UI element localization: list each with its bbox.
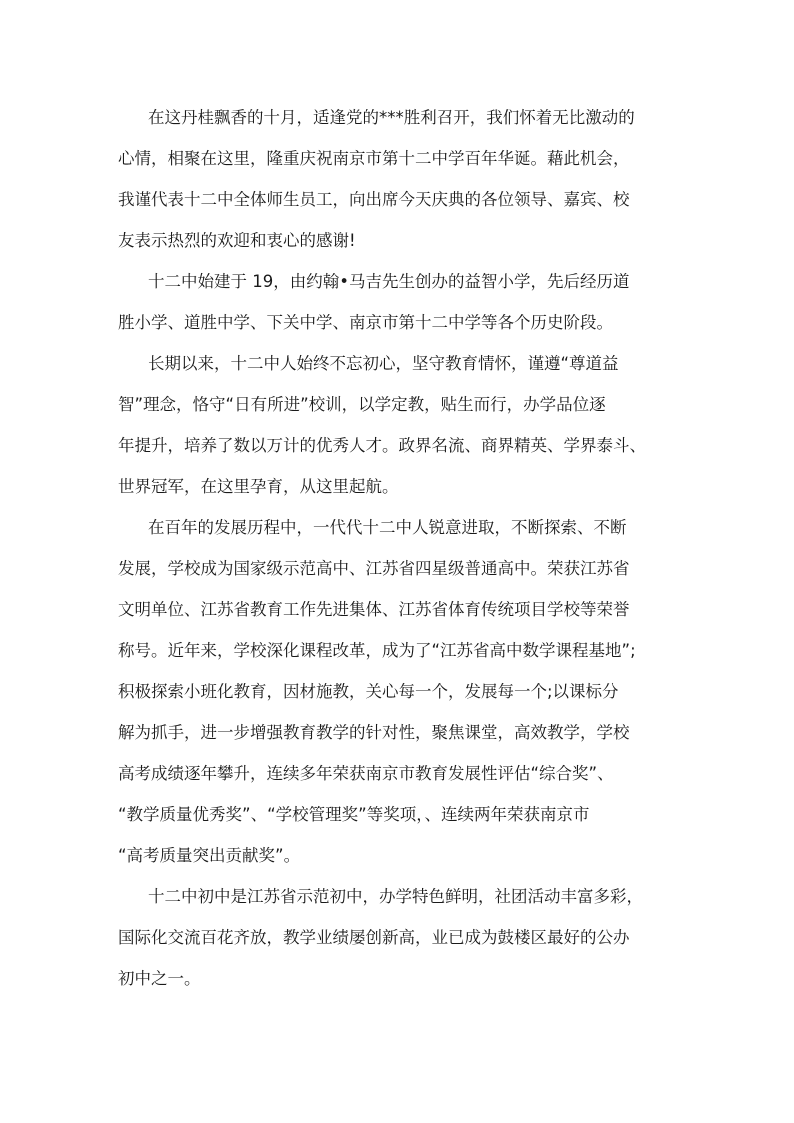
document-body (118, 97, 678, 999)
paragraph-junior-school (118, 876, 678, 999)
text-line: 国际化交流百花齐放，教学业绩屡创新高，业已成为鼓楼区最好的公办 (118, 928, 630, 947)
text-line: 年提升，培养了数以万计的优秀人才。政界名流、商界精英、学界泰斗、 (118, 436, 646, 455)
text-line: 智”理念，恪守“日有所进”校训，以学定教，贴生而行，办学品位逐 (118, 395, 606, 414)
text-line: 胜小学、道胜中学、下关中学、南京市第十二中学等各个历史阶段。 (118, 313, 613, 332)
text-line: 心情，相聚在这里，隆重庆祝南京市第十二中学百年华诞。藉此机会， (118, 149, 630, 168)
paragraph-philosophy (118, 343, 678, 507)
text-line: 积极探索小班化教育，因材施教，关心每一个，发展每一个;以课标分 (118, 682, 619, 701)
text-line: 十二中初中是江苏省示范初中，办学特色鲜明，社团活动丰富多彩， (148, 887, 643, 906)
text-line: 称号。近年来，学校深化课程改革，成为了“江苏省高中数学课程基地”; (118, 641, 636, 660)
text-line: 十二中始建于 19，由约翰•马吉先生创办的益智小学，先后经历道 (148, 272, 630, 291)
text-line: 世界冠军，在这里孕育，从这里起航。 (118, 477, 399, 496)
text-line: 我谨代表十二中全体师生员工，向出席今天庆典的各位领导、嘉宾、校 (118, 190, 630, 209)
text-line: 长期以来，十二中人始终不忘初心，坚守教育情怀，谨遵“尊道益 (148, 354, 619, 373)
paragraph-development (118, 507, 678, 876)
text-line: 初中之一。 (118, 969, 201, 988)
paragraph-celebration (118, 97, 678, 261)
text-line: 在这丹桂飘香的十月，适逢党的***胜利召开，我们怀着无比激动的 (148, 108, 635, 127)
text-line: 在百年的发展历程中，一代代十二中人锐意进取，不断探索、不断 (148, 518, 627, 537)
text-line: 高考成绩逐年攀升，连续多年荣获南京市教育发展性评估“综合奖”、 (118, 764, 614, 783)
paragraph-history (118, 261, 678, 343)
text-line: “高考质量突出贡献奖”。 (118, 846, 301, 865)
text-line: 友表示热烈的欢迎和衷心的感谢! (118, 231, 356, 250)
text-line: 文明单位、江苏省教育工作先进集体、江苏省体育传统项目学校等荣誉 (118, 600, 630, 619)
text-line: 解为抓手，进一步增强教育教学的针对性，聚焦课堂，高效教学，学校 (118, 723, 630, 742)
text-line: “教学质量优秀奖”、“学校管理奖”等奖项，、连续两年荣获南京市 (118, 805, 590, 824)
text-line: 发展，学校成为国家级示范高中、江苏省四星级普通高中。荣获江苏省 (118, 559, 630, 578)
